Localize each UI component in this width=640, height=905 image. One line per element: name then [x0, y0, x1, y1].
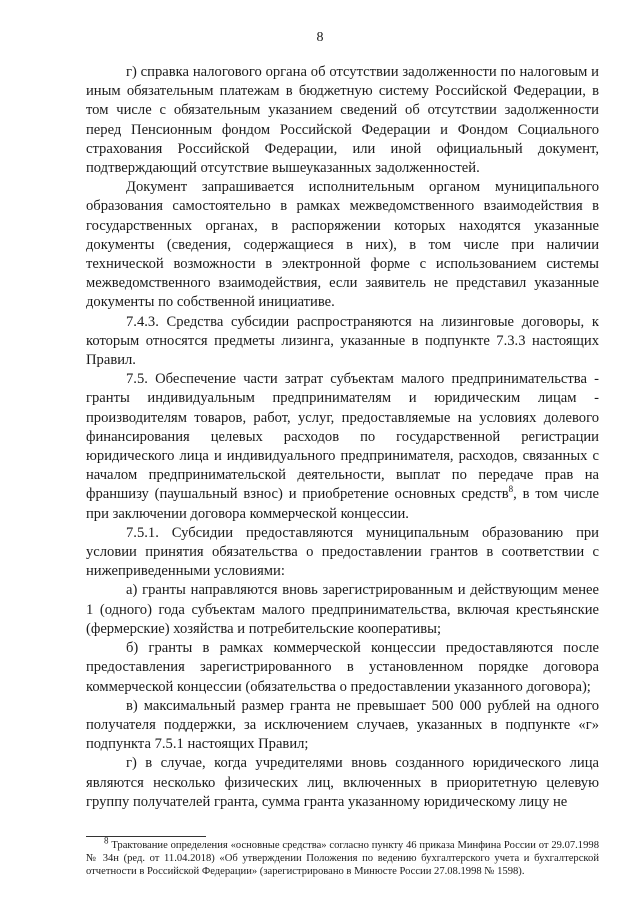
footnote	[86, 835, 599, 878]
paragraph-7-5-tail: , в том числе при заключении договора коммерческой концессии.	[86, 486, 600, 522]
footnote-text: Трактование определения «основные средства» согласно пункту 46 приказа Минфина России от 29.07.1998 № 34н (ред. от 11.04.2018) «Об утверждении Положения по ведению бухгалтерского учета и бухгалтерской отчетности в Российской Федерации» (зарегистрировано в Минюсте России 27.08.1998 № 1598).	[86, 840, 599, 877]
page-number: 8	[316, 30, 324, 45]
footnote-marker: 8	[104, 835, 109, 846]
footnote-reference[interactable]: 8	[508, 484, 514, 495]
paragraph-v-max-grant: в) максимальный размер гранта не превышает 500 000 рублей на одного получателя поддержки, за исключением случаев, указанных в подпункте «г» подпункта 7.5.1 настоящих Правил;	[86, 697, 599, 753]
paragraph-g-founders: г) в случае, когда учредителями вновь созданного юридического лица являются несколько физических лиц, включенных в приоритетную целевую группу получателей гранта, сумма гранта указанному юридическому лицу не	[86, 755, 599, 810]
paragraph-7-5-text: 7.5. Обеспечение части затрат субъектам малого предпринимательства - гранты индивидуальным предпринимателям и юридическим лицам - производителям товаров, работ, услуг, предоставляемые на условиях долевого финансирования целевых расходов по государственной регистрации юридического лица и индивидуального предпринимателя, расходов, связанных с началом предпринимательской деятельности, выплат по передаче прав на франшизу (паушальный взнос) и приобретение основных средств	[86, 371, 599, 503]
paragraph-g-tax-certificate: г) справка налогового органа об отсутствии задолженности по налоговым и иным обязательным платежам в бюджетную систему Российской Федерации, в том числе с обязательным указанием сведений об отсутствии задолженности перед Пенсионным фондом Российской Федерации и Фондом Социального страхования Российской Федерации, или иной официальный документ, подтверждающий отсутствие вышеуказанных задолженностей.	[86, 64, 599, 177]
paragraph-7-5-1: 7.5.1. Субсидии предоставляются муниципальным образованию при условии принятия обязательства о предоставлении грантов в соответствии с нижеприведенными условиями:	[86, 524, 599, 580]
paragraph-7-5	[86, 370, 599, 524]
paragraph-a-grants: а) гранты направляются вновь зарегистрированным и действующим менее 1 (одного) года субъектам малого предпринимательства, включая крестьянские (фермерские) хозяйства и потребительские кооперативы;	[86, 582, 599, 637]
paragraph-b-concession: б) гранты в рамках коммерческой концессии предоставляются после предоставления зарегистрированного в установленном порядке договора коммерческой концессии (обязательства о предоставлении указанного договора);	[86, 640, 599, 695]
document-body	[86, 63, 599, 812]
paragraph-7-4-3: 7.4.3. Средства субсидии распространяются на лизинговые договоры, к которым относятся предметы лизинга, указанные в подпункте 7.3.3 настоящих Правил.	[86, 313, 599, 369]
paragraph-document-request: Документ запрашивается исполнительным органом муниципального образования самостоятельно в рамках межведомственного взаимодействия в государственных органах, в распоряжении которых находятся указанные документы (сведения, содержащиеся в них), в том числе при наличии технической возможности в электронной форме с использованием системы межведомственного взаимодействия, если заявитель не представил указанные документы по собственной инициативе.	[86, 179, 599, 311]
